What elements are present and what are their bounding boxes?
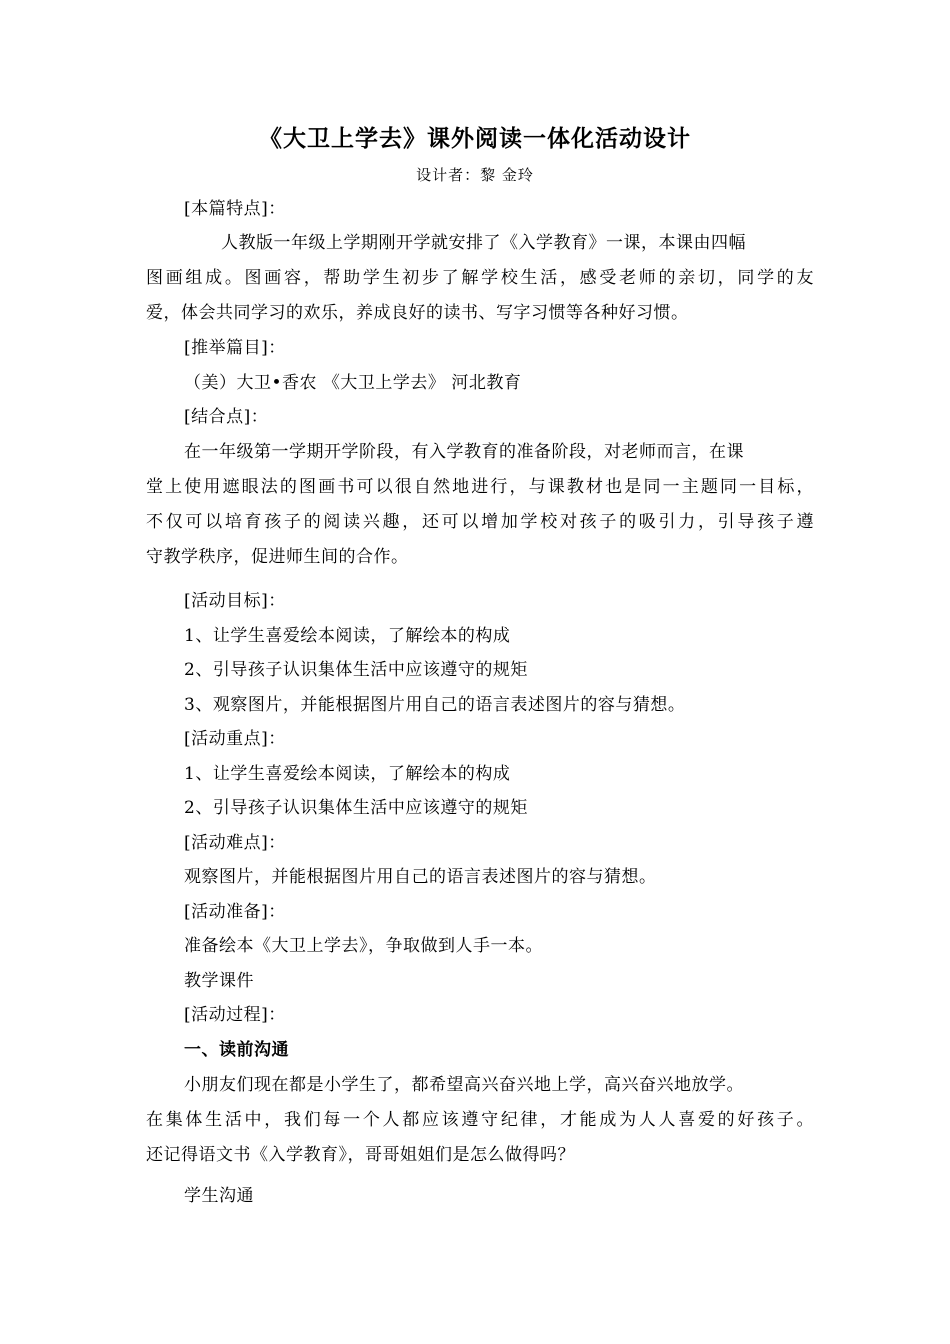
features-line-3: 爱，体会共同学习的欢乐，养成良好的读书、写字习惯等各种好习惯。 — [146, 303, 689, 323]
combine-line-4: 守教学秩序，促进师生间的合作。 — [146, 547, 409, 567]
preparation-heading: [活动准备]： — [184, 902, 286, 922]
author-line: 设计者：黎 金玲 — [416, 166, 534, 184]
student-talk: 学生沟通 — [184, 1186, 254, 1206]
recommend-heading: [推举篇目]： — [184, 338, 286, 358]
combine-heading: [结合点]： — [184, 407, 269, 427]
process-line-3: 还记得语文书《入学教育》，哥哥姐姐们是怎么做得吗？ — [146, 1145, 575, 1165]
preparation-item-1: 准备绘本《大卫上学去》，争取做到人手一本。 — [184, 936, 543, 956]
keypoints-heading: [活动重点]： — [184, 729, 286, 749]
process-line-1: 小朋友们现在都是小学生了，都希望高兴奋兴地上学，高兴奋兴地放学。 — [184, 1075, 744, 1095]
goals-item-2: 2、引导孩子认识集体生活中应该遵守的规矩 — [184, 660, 528, 680]
section-1-title: 一、读前沟通 — [184, 1040, 289, 1060]
difficulty-text: 观察图片，并能根据图片用自己的语言表述图片的容与猜想。 — [184, 867, 657, 887]
features-line-2: 图画组成。图画容，帮助学生初步了解学校生活，感受老师的亲切，同学的友 — [146, 268, 814, 288]
recommend-text: （美）大卫•香农 《大卫上学去》 河北教育 — [184, 373, 522, 393]
combine-line-2: 堂上使用遮眼法的图画书可以很自然地进行，与课教材也是同一主题同一目标， — [146, 477, 814, 497]
features-heading: [本篇特点]： — [184, 199, 286, 219]
features-line-1: 人教版一年级上学期刚开学就安排了《入学教育》一课，本课由四幅 — [221, 233, 746, 253]
goals-item-1: 1、让学生喜爱绘本阅读，了解绘本的构成 — [184, 626, 511, 646]
goals-item-3: 3、观察图片，并能根据图片用自己的语言表述图片的容与猜想。 — [184, 695, 686, 715]
process-heading: [活动过程]： — [184, 1005, 286, 1025]
goals-heading: [活动目标]： — [184, 591, 286, 611]
keypoints-item-1: 1、让学生喜爱绘本阅读，了解绘本的构成 — [184, 764, 511, 784]
difficulty-heading: [活动难点]： — [184, 833, 286, 853]
combine-line-3: 不仅可以培育孩子的阅读兴趣，还可以增加学校对孩子的吸引力，引导孩子遵 — [146, 512, 814, 532]
keypoints-item-2: 2、引导孩子认识集体生活中应该遵守的规矩 — [184, 798, 528, 818]
page-title: 《大卫上学去》课外阅读一体化活动设计 — [259, 126, 691, 152]
preparation-item-2: 教学课件 — [184, 971, 254, 991]
combine-line-1: 在一年级第一学期开学阶段，有入学教育的准备阶段，对老师而言，在课 — [184, 442, 744, 462]
process-line-2: 在集体生活中，我们每一个人都应该遵守纪律，才能成为人人喜爱的好孩子。 — [146, 1110, 814, 1130]
